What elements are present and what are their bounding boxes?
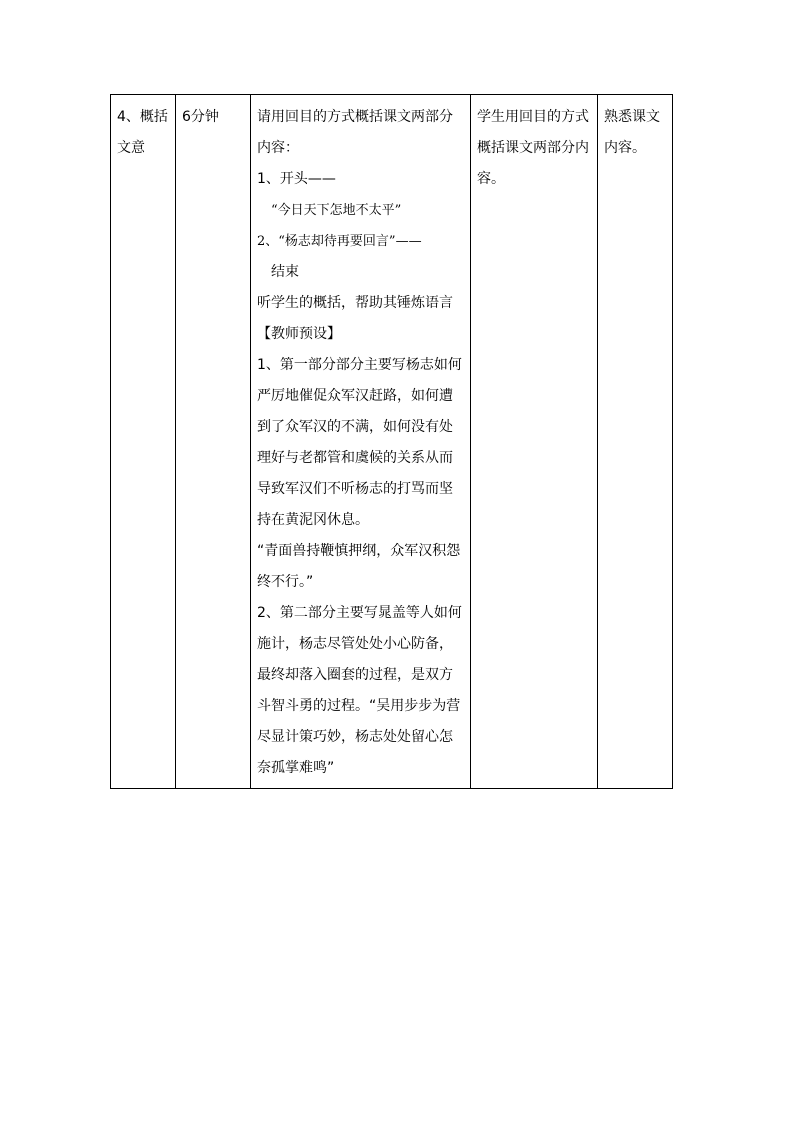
- quote1-text: “今日天下怎地不太平”: [271, 203, 402, 218]
- table-row: [111, 95, 673, 789]
- part1-text: 1、开头——: [257, 171, 336, 187]
- duration-cell: 6分钟: [176, 95, 251, 789]
- preset1-text: 1、第一部分部分主要写杨志如何严厉地催促众军汉赶路，如何遭到了众军汉的不满，如何没有处理好与老都管和虞候的关系从而导致军汉们不听杨志的打骂而坚持在黄泥冈休息。: [257, 357, 462, 528]
- preset2-text: 2、第二部分主要写晁盖等人如何施计，杨志尽管处处小心防备，最终却落入圈套的过程，是双方斗智斗勇的过程。“吴用步步为营尽显计策巧妙，杨志处处留心怎奈孤掌难鸣”: [257, 605, 462, 776]
- teacher-activity-cell: [251, 95, 471, 789]
- part2-text: 2、“杨志却待再要回言”——: [257, 234, 422, 249]
- listen-text: 听学生的概括，帮助其锤炼语言: [257, 295, 453, 311]
- quote2-text: “青面兽持鞭慎押纲，众军汉积怨终不行。”: [257, 543, 461, 590]
- student-activity-cell: 学生用回目的方式概括课文两部分内容。: [471, 95, 598, 789]
- lesson-plan-table: [110, 94, 673, 789]
- intro-text: 请用回目的方式概括课文两部分内容：: [257, 109, 453, 156]
- preset-heading: 【教师预设】: [257, 326, 341, 342]
- section-cell: 4、概括文意: [111, 95, 176, 789]
- end-text: 结束: [271, 264, 299, 280]
- purpose-cell: 熟悉课文内容。: [598, 95, 673, 789]
